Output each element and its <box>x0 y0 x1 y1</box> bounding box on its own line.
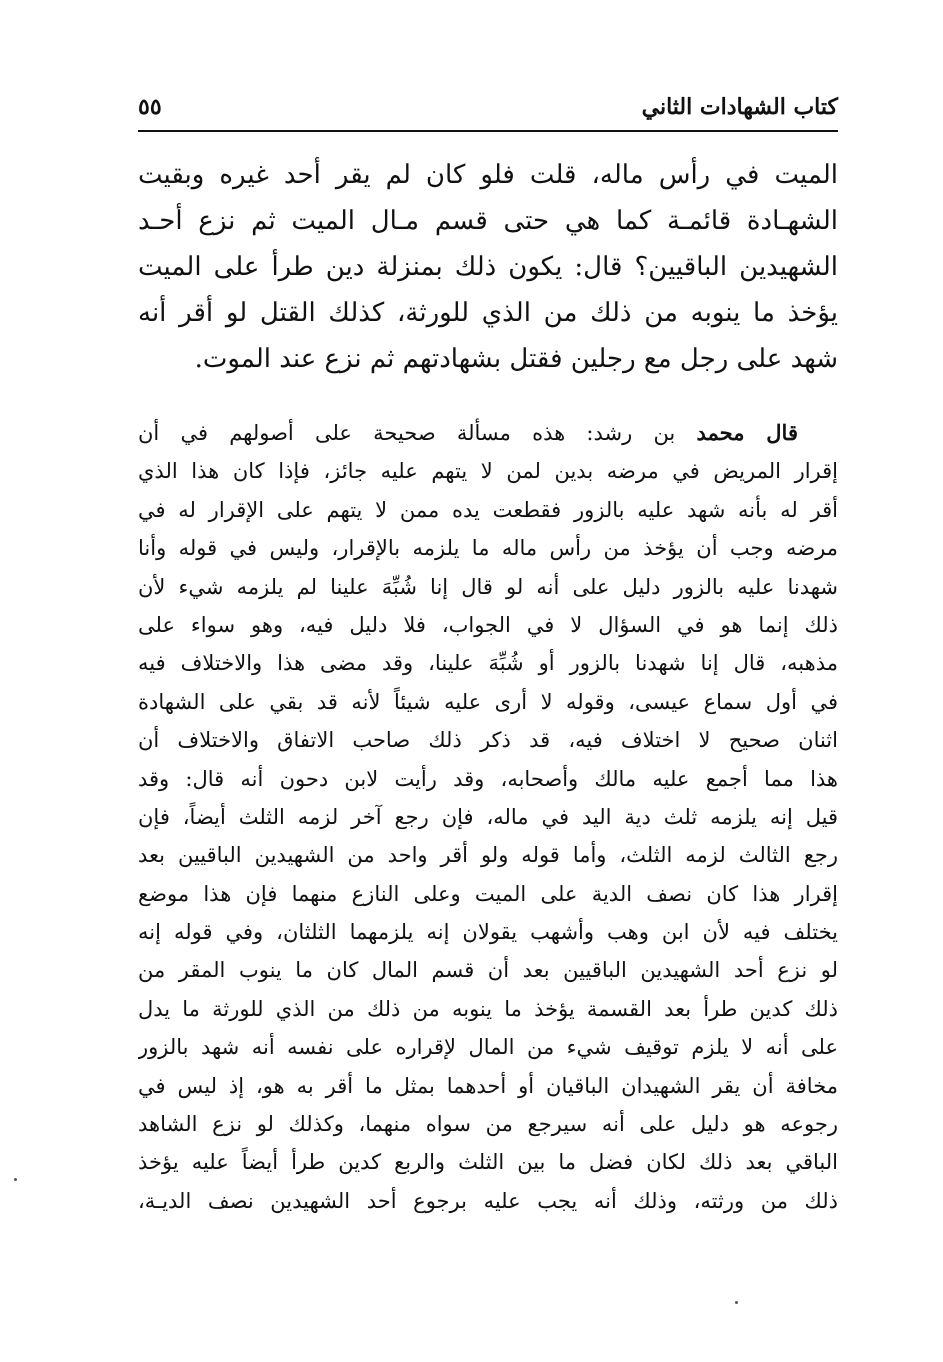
text-line: ذلك إنما هو في السؤال لا في الجواب، فلا دليل فيه، وهو سواء على <box>138 612 838 637</box>
text-line: لو نزع أحد الشهيدين الباقيين بعد أن قسم المال كان ما ينوب المقر من <box>138 958 838 983</box>
text-line: الميت في رأس ماله، قلت فلو كان لم يقر أحد غيره وبقيت <box>138 160 838 190</box>
text-line: مخافة أن يقر الشهيدان الباقيان أو أحدهما بمثل ما أقر به هو، إذ ليس في <box>138 1073 838 1098</box>
text-line: هذا مما أجمع عليه مالك وأصحابه، وقد رأيت لابن دحون أنه قال: وقد <box>138 766 838 791</box>
text-line: شهدنا عليه بالزور دليل على أنه لو قال إنا شُبِّهَ علينا لم يلزمه شيء لأن <box>138 574 838 599</box>
text-line: شهد على رجل مع رجلين فقتل بشهادتهم ثم نزع عند الموت. <box>194 344 838 374</box>
text-line-first <box>138 414 838 452</box>
text-line: رجع الثالث لزمه الثلث، وأما قوله ولو أقر واحد من الشهيدين الباقيين بعد <box>138 843 838 868</box>
text-line: ذلك كدين طرأ بعد القسمة يؤخذ ما ينوبه من ذلك من الذي للورثة ما يدل <box>138 996 838 1021</box>
text-line: في أول سماع عيسى، وقوله لا أرى عليه شيئاً لأنه قد بقي على الشهادة <box>138 689 838 714</box>
text-line: قيل إنه يلزمه ثلث دية اليد في ماله، فإن رجع آخر لزمه الثلث أيضاً، فإن <box>138 804 838 829</box>
text-line: يختلف فيه لأن ابن وهب وأشهب يقولان إنه يلزمهما الثلثان، وفي قوله إنه <box>138 920 838 945</box>
first-line-text: بن رشد: هذه مسألة صحيحة على أصولهم في أن <box>138 421 676 445</box>
text-line: الباقي بعد ذلك لكان فضل ما بين الثلث والربع كدين طرأ أيضاً عليه يؤخذ <box>138 1150 838 1175</box>
text-line: على أنه لا يلزم توقيف شيء من المال لإقراره على نفسه أنه شهد بالزور <box>138 1035 838 1060</box>
text-line: مذهبه، قال إنا شهدنا بالزور أو شُبِّهَ علينا، وقد مضى هذا والاختلاف فيه <box>138 651 838 676</box>
question-paragraph <box>138 152 838 382</box>
text-line: يؤخذ ما ينوبه من ذلك من الذي للورثة، كذلك القتل لو أقر أنه <box>138 298 838 328</box>
text-line: إقرار المريض في مرضه بدين لمن لا يتهم عليه جائز، فإذا كان هذا الذي <box>138 459 838 484</box>
text-line: أقر له بأنه شهد عليه بالزور فقطعت يده ممن لا يتهم على الإقرار له في <box>138 497 838 522</box>
commentator-name: قال محمد <box>696 420 798 445</box>
scan-speck <box>735 1301 738 1304</box>
commentary-paragraph <box>138 414 838 1220</box>
text-line: مرضه وجب أن يؤخذ من رأس ماله ما يلزمه بالإقرار، وليس في قوله وأنا <box>138 536 838 561</box>
text-line: الشهـادة قائمـة كما هي حتى قسم مـال الميت ثم نزع أحـد <box>138 206 838 236</box>
text-line: الشهيدين الباقيين؟ قال: يكون ذلك بمنزلة دين طرأ على الميت <box>138 252 838 282</box>
text-line: اثنان صحيح لا اختلاف فيه، قد ذكر ذلك صاحب الاتفاق والاختلاف أن <box>138 728 838 753</box>
running-title: كتاب الشهادات الثاني <box>641 94 838 120</box>
page-number: ٥٥ <box>138 94 162 120</box>
scan-speck <box>14 1178 17 1181</box>
text-line: ذلك من ورثته، وذلك أنه يجب عليه برجوع أحد الشهيدين نصف الديـة، <box>138 1188 838 1213</box>
page-header <box>138 92 838 132</box>
text-line: رجوعه هو دليل على أنه سيرجع من سواه منهما، وكذلك لو نزع الشاهد <box>138 1112 838 1137</box>
text-line: إقرار هذا كان نصف الدية على الميت وعلى النازع منهما فإن هذا موضع <box>138 881 838 906</box>
